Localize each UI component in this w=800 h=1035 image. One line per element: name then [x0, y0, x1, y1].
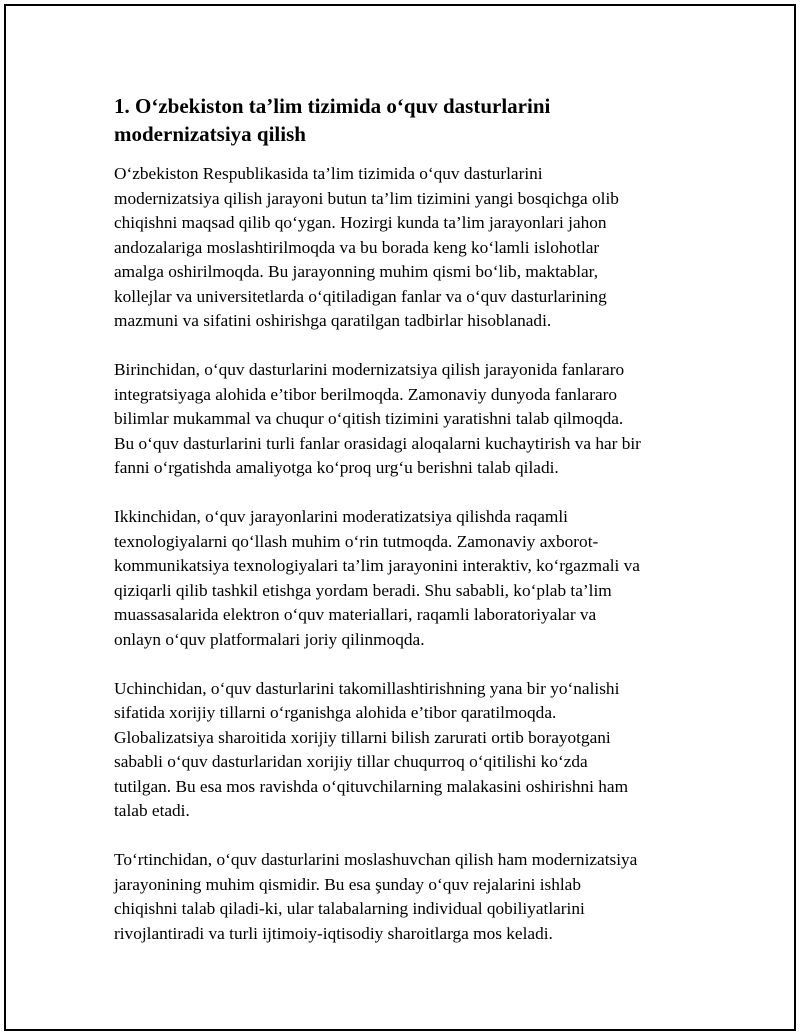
text-line: muassasalarida elektron o‘quv materiallari, raqamli laboratoriyalar va [114, 605, 597, 624]
text-line: fanni o‘rgatishda amaliyotga ko‘proq urg‘u berishni talab qiladi. [114, 458, 559, 477]
text-line: Birinchidan, o‘quv dasturlarini modernizatsiya qilish jarayonida fanlararo [114, 360, 625, 379]
text-line: kollejlar va universitetlarda o‘qitiladigan fanlar va o‘quv dasturlarining [114, 286, 607, 306]
text-line: integratsiyaga alohida e’tibor berilmoqda. Zamonaviy dunyoda fanlararo [114, 384, 618, 404]
paragraph-fourth [114, 848, 694, 946]
paragraph-intro [114, 162, 694, 334]
text-line: Bu o‘quv dasturlarini turli fanlar orasidagi aloqalarni kuchaytirish va har bir [114, 433, 641, 453]
text-line: amalga oshirilmoqda. Bu jarayonning muhim qismi bo‘lib, maktablar, [114, 262, 599, 281]
text-line: mazmuni va sifatini oshirishga qaratilgan tadbirlar hisoblanadi. [114, 311, 552, 330]
text-line: O‘zbekiston Respublikasida ta’lim tizimida o‘quv dasturlarini [114, 164, 543, 183]
paragraph-first [114, 358, 694, 481]
text-line: Globalizatsiya sharoitida xorijiy tillarni bilish zarurati ortib borayotgani [114, 727, 611, 747]
text-line: bilimlar mukammal va chuqur o‘qitish tizimini yaratishni talab qilmoqda. [114, 409, 624, 428]
text-line: texnologiyalarni qo‘llash muhim o‘rin tutmoqda. Zamonaviy axborot- [114, 531, 599, 551]
text-line: sifatida xorijiy tillarni o‘rganishga alohida e’tibor qaratilmoqda. [114, 703, 557, 722]
text-line: rivojlantiradi va turli ijtimoiy-iqtisodiy sharoitlarga mos keladi. [114, 923, 553, 943]
text-line: chiqishni maqsad qilib qo‘ygan. Hozirgi kunda ta’lim jarayonlari jahon [114, 213, 607, 232]
text-line: Uchinchidan, o‘quv dasturlarini takomillashtirishning yana bir yo‘nalishi [114, 678, 620, 698]
text-line: modernizatsiya qilish jarayoni butun ta’lim tizimini yangi bosqichga olib [114, 188, 619, 208]
text-line: Ikkinchidan, o‘quv jarayonlarini moderatizatsiya qilishda raqamli [114, 507, 568, 526]
paragraph-third [114, 677, 694, 824]
text-line: chiqishni talab qiladi-ki, ular talabalarning individual qobiliyatlarini [114, 899, 585, 918]
text-line: qiziqarli qilib tashkil etishga yordam beradi. Shu sababli, ko‘plab ta’lim [114, 580, 612, 600]
text-line: To‘rtinchidan, o‘quv dasturlarini moslashuvchan qilish ham modernizatsiya [114, 850, 638, 869]
text-line: tutilgan. Bu esa mos ravishda o‘qituvchilarning malakasini oshirishni ham [114, 776, 629, 796]
heading-line: 1. O‘zbekiston ta’lim tizimida o‘quv dasturlarini [114, 94, 551, 118]
text-line: jarayonining muhim qismidir. Bu esa şunday o‘quv rejalarini ishlab [114, 874, 581, 894]
text-line: andozalariga moslashtirilmoqda va bu borada keng ko‘lamli islohotlar [114, 237, 600, 257]
text-line: sababli o‘quv dasturlaridan xorijiy tillar chuqurroq o‘qitilishi ko‘zda [114, 752, 588, 771]
text-line: talab etadi. [114, 801, 190, 820]
document-body [114, 92, 694, 971]
paragraph-second [114, 505, 694, 652]
heading-line: modernizatsiya qilish [114, 122, 306, 146]
section-heading [114, 92, 694, 148]
text-line: kommunikatsiya texnologiyalari ta’lim jarayonini interaktiv, ko‘rgazmali va [114, 556, 640, 575]
text-line: onlayn o‘quv platformalari joriy qilinmoqda. [114, 629, 425, 649]
